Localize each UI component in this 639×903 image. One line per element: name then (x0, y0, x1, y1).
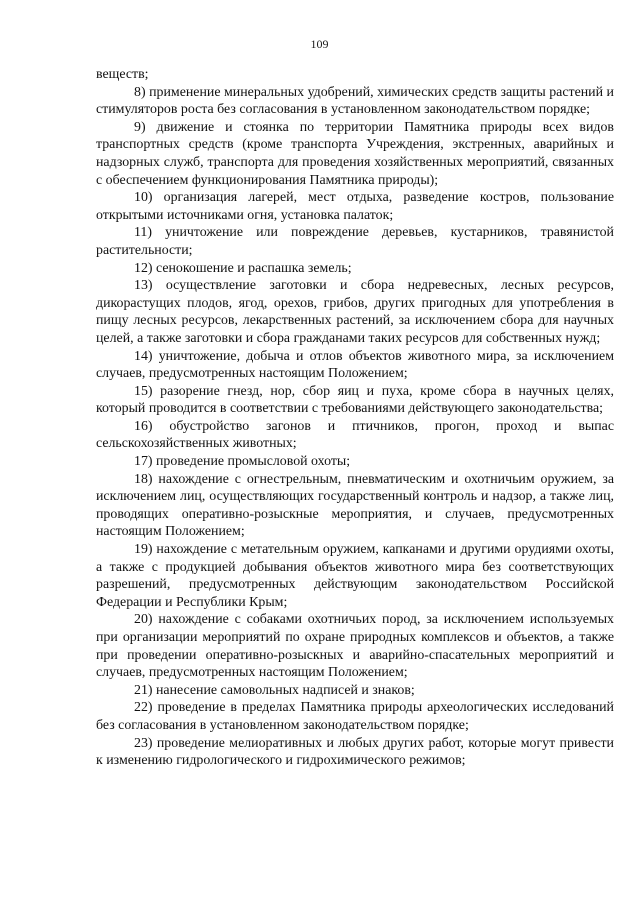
paragraph: 16) обустройство загонов и птичников, прогон, проход и выпас сельскохозяйственных животных; (96, 418, 614, 452)
paragraph: 20) нахождение с собаками охотничьих пород, за исключением используемых при организации мероприятий по охране природных комплексов и объектов, а также при проведении оперативно-розыскных и аварийно-спасательных мероприятий и случаев, предусмотренных настоящим Положением; (96, 612, 614, 681)
paragraph: 17) проведение промысловой охоты; (134, 454, 351, 470)
paragraph: 15) разорение гнезд, нор, сбор яиц и пуха, кроме сбора в научных целях, который проводится в соответствии с требованиями действующего законодательства; (96, 383, 614, 417)
document-body (96, 66, 614, 770)
paragraph: 8) применение минеральных удобрений, химических средств защиты растений и стимуляторов роста без согласования в установленном законодательством порядке; (96, 84, 614, 118)
paragraph: 21) нанесение самовольных надписей и знаков; (134, 682, 415, 698)
page-number: 109 (310, 37, 329, 51)
paragraph: веществ; (96, 67, 149, 82)
paragraph: 14) уничтожение, добыча и отлов объектов животного мира, за исключением случаев, предусмотренных настоящим Положением; (96, 348, 614, 382)
paragraph: 9) движение и стоянка по территории Памятника природы всех видов транспортных средств (кроме транспорта Учреждения, экстренных, аварийных и надзорных служб, транспорта для проведения хозяйственных мероприятий, связанных с обеспечением функционирования Памятника природы); (96, 119, 614, 188)
paragraph: 23) проведение мелиоративных и любых других работ, которые могут привести к изменению гидрологического и гидрохимического режимов; (96, 735, 614, 769)
paragraph: 11) уничтожение или повреждение деревьев, кустарников, травянистой растительности; (96, 225, 614, 258)
paragraph: 13) осуществление заготовки и сбора недревесных, лесных ресурсов, дикорастущих плодов, ягод, орехов, грибов, других пригодных для употребления в пищу лесных ресурсов, лекарственных растений, за исключением сбора для научных целей, а также заготовки и сбора гражданами таких ресурсов для собственных нужд; (96, 278, 614, 346)
paragraph: 22) проведение в пределах Памятника природы археологических исследований без согласования в установленном законодательством порядке; (96, 700, 614, 733)
paragraph: 18) нахождение с огнестрельным, пневматическим и охотничьим оружием, за исключением лиц, осуществляющих государственный контроль и надзор, а также лиц, проводящих оперативно-розыскные мероприятия, и случаев, предусмотренных настоящим Положением; (96, 471, 614, 540)
paragraph: 19) нахождение с метательным оружием, капканами и другими орудиями охоты, а также с продукцией добывания объектов животного мира без соответствующих разрешений, предусмотренных действующим законодательством Российской Федерации и Республики Крым; (96, 542, 614, 610)
paragraph: 10) организация лагерей, мест отдыха, разведение костров, пользование открытыми источниками огня, установка палаток; (96, 190, 614, 223)
paragraph: 12) сенокошение и распашка земель; (134, 260, 352, 276)
